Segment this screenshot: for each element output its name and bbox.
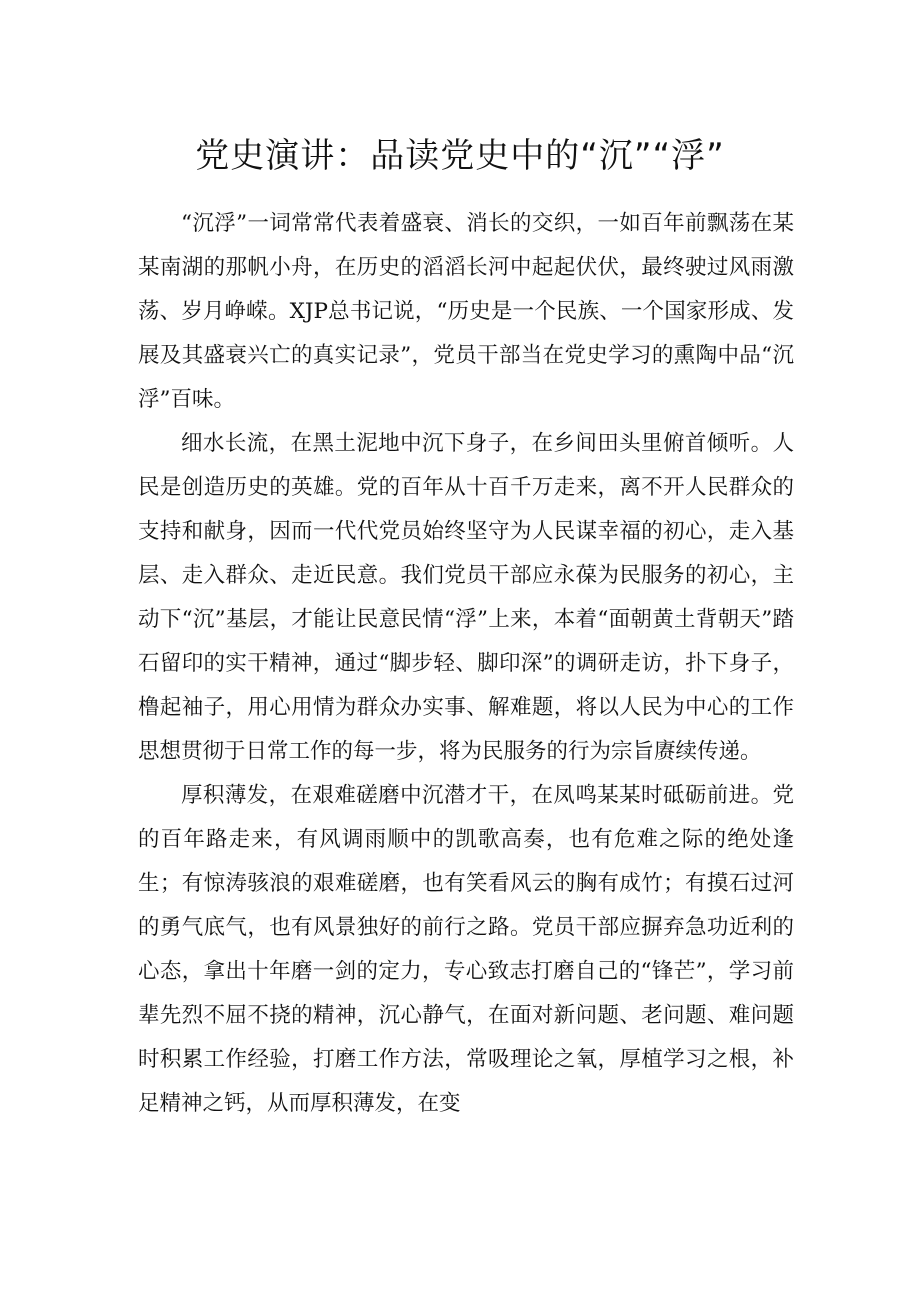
paragraph-2: 细水长流，在黑土泥地中沉下身子，在乡间田头里俯首倾听。人民是创造历史的英雄。党的百年从十百千万走来，离不开人民群众的支持和献身，因而一代代党员始终坚守为人民谋幸福的初心，走入基层、走入群众、走近民意。我们党员干部应永葆为民服务的初心，主动下“沉”基层，才能让民意民情“浮”上来，本着“面朝黄土背朝天”踏石留印的实干精神，通过“脚步轻、脚印深”的调研走访，扑下身子，橹起袖子，用心用情为群众办实事、解难题，将以人民为中心的工作思想贯彻于日常工作的每一步，将为民服务的行为宗旨赓续传递。 — [138, 431, 794, 764]
document-body — [138, 202, 794, 1126]
document-title: 党史演讲：品读党史中的“沉”“浮” — [195, 136, 725, 176]
paragraph-3: 厚积薄发，在艰难磋磨中沉潜才干，在凤鸣某某时砥砺前进。党的百年路走来，有风调雨顺中的凯歌高奏，也有危难之际的绝处逢生；有惊涛骇浪的艰难磋磨，也有笑看风云的胸有成竹；有摸石过河的勇气底气，也有风景独好的前行之路。党员干部应摒弃急功近利的心态，拿出十年磨一剑的定力，专心致志打磨自己的“锋芒”，学习前辈先烈不屈不挠的精神，沉心静气，在面对新问题、老问题、难问题时积累工作经验，打磨工作方法，常吸理论之氧，厚植学习之根，补足精神之钙，从而厚积薄发，在变 — [138, 783, 794, 1116]
paragraph-1: “沉浮”一词常常代表着盛衰、消长的交织，一如百年前飘荡在某某南湖的那帆小舟，在历史的滔滔长河中起起伏伏，最终驶过风雨激荡、岁月峥嵘。XJP总书记说，“历史是一个民族、一个国家形成、发展及其盛衰兴亡的真实记录”，党员干部当在党史学习的熏陶中品“沉浮”百味。 — [138, 211, 794, 412]
